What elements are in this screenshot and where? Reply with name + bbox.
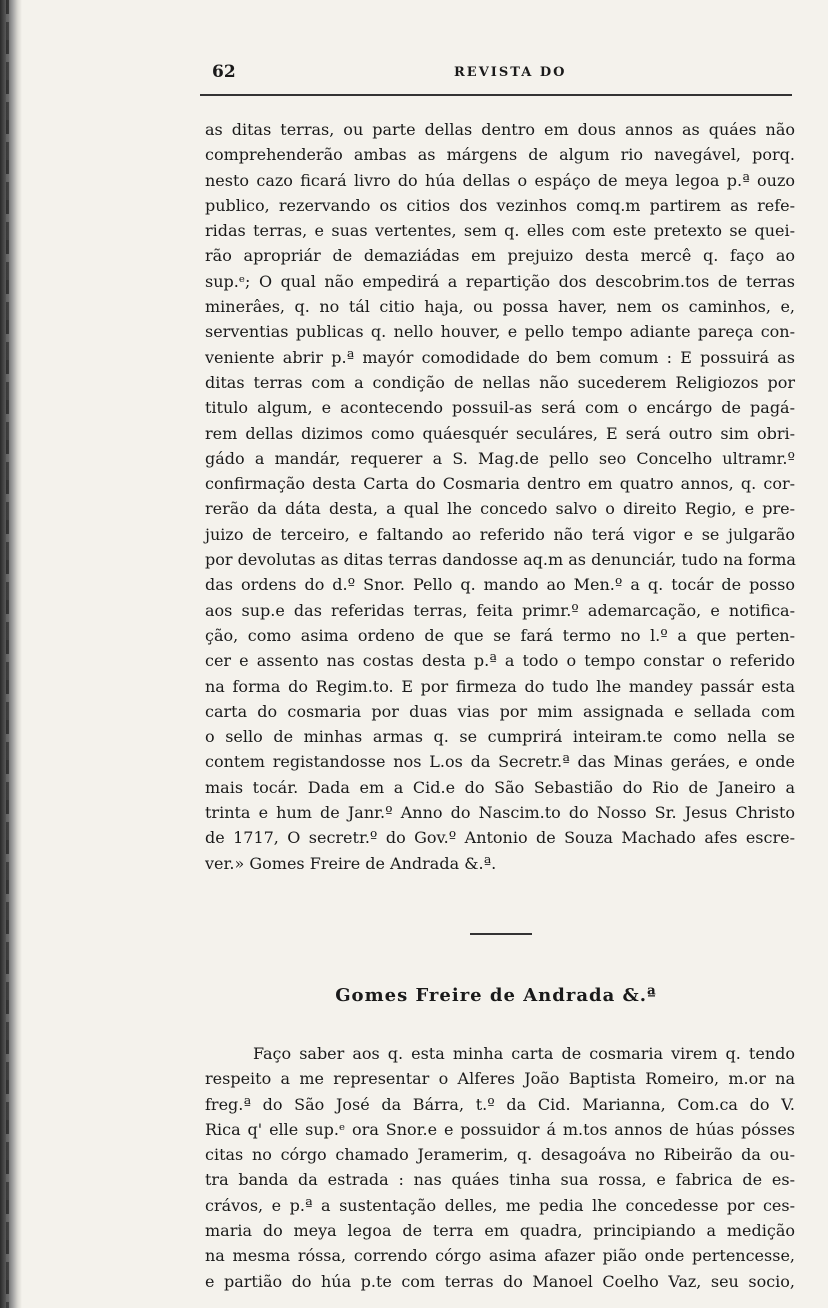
text-line: rem dellas dizimos como quáesquér seculáres, E será outro sim obri- [205,423,795,443]
text-line: na mesma róssa, correndo córgo asima afazer pião onde pertencesse, [205,1246,795,1266]
text-line: juizo de terceiro, e faltando ao referido não terá vigor e se julgarão [205,524,795,544]
page-header [200,60,792,86]
text-line: tra banda da estrada : nas quáes tinha sua rossa, e fabrica de es- [205,1170,795,1190]
section-title: Gomes Freire de Andrada &.ª [335,985,657,1006]
paragraph-new-charter [205,1041,795,1294]
text-line: ridas terras, e suas vertentes, sem q. elles com este pretexto se quei- [205,221,795,241]
text-line: maria do meya legoa de terra em quadra, principiando a medição [205,1221,795,1241]
text-line: carta do cosmaria por duas vias por mim assignada e sellada com [205,701,795,721]
binding-streak [6,0,9,1308]
text-line: das ordens do d.º Snor. Pello q. mando ao Men.º a q. tocár de posso [205,575,795,595]
text-line: Rica q' elle sup.ᵉ ora Snor.e e possuidor á m.tos annos de húas pósses [205,1119,795,1139]
text-line: publico, rezervando os citios dos vezinhos comq.m partirem as refe- [205,195,795,215]
text-line: ver.» Gomes Freire de Andrada &.ª. [205,853,497,873]
text-line: ção, como asima ordeno de que se fará termo no l.º a que perten- [205,625,795,645]
text-line: aos sup.e das referidas terras, feita primr.º ademarcação, e notifica- [205,600,795,620]
text-line: gádo a mandár, requerer a S. Mag.de pello seo Concelho ultramr.º [205,448,795,468]
section-separator [470,933,532,935]
text-line: rão apropriár de demaziádas em prejuizo desta mercê q. faço ao [205,246,795,266]
paragraph-continued-charter [205,117,795,876]
text-line: nesto cazo ficará livro do húa dellas o espáço de meya legoa p.ª ouzo [205,170,795,190]
text-line: as ditas terras, ou parte dellas dentro em dous annos as quáes não [205,120,795,139]
text-line: ditas terras com a condição de nellas não sucederem Religiozos por [205,372,795,392]
text-line: por devolutas as ditas terras dandosse aq.m as denunciár, tudo na forma [205,550,796,570]
text-line: e partião do húa p.te com terras do Manoel Coelho Vaz, seu socio, [205,1271,795,1291]
text-line: titulo algum, e acontecendo possuil-as será com o encárgo de pagá- [205,398,795,418]
text-line: na forma do Regim.to. E por firmeza do tudo lhe mandey passár esta [205,676,795,696]
text-line: comprehenderão ambas as márgens de algum rio navegável, porq. [205,145,795,165]
text-line: o sello de minhas armas q. se cumprirá inteiram.te como nella se [205,727,795,747]
text-line: contem registandosse nos L.os da Secretr.ª das Minas geráes, e onde [205,752,795,772]
text-line: cer e assento nas costas desta p.ª a todo o tempo constar o referido [205,651,795,671]
text-line: citas no córgo chamado Jeramerim, q. desagoáva no Ribeirão da ou- [205,1145,795,1165]
text-line: veniente abrir p.ª mayór comodidade do bem comum : E possuirá as [205,347,795,367]
text-line: Faço saber aos q. esta minha carta de cosmaria virem q. tendo [253,1044,795,1063]
text-line: sup.ᵉ; O qual não empedirá a repartição dos descobrim.tos de terras [205,271,795,291]
text-line: mais tocár. Dada em a Cid.e do São Sebastião do Rio de Janeiro a [205,777,795,797]
text-line: crávos, e p.ª a sustentação delles, me pedia lhe concedesse por ces- [205,1195,795,1215]
text-line: freg.ª do São José da Bárra, t.º da Cid. Marianna, Com.ca do V. [205,1094,795,1114]
running-head: REVISTA DO [454,65,567,80]
text-line: minerâes, q. no tál citio haja, ou possa haver, nem os caminhos, e, [205,297,795,317]
book-binding-shadow [0,0,22,1308]
text-line: de 1717, O secretr.º do Gov.º Antonio de Souza Machado afes escre- [205,828,795,848]
text-line: confirmação desta Carta do Cosmaria dentro em quatro annos, q. cor- [205,474,795,494]
text-line: respeito a me representar o Alferes João Baptista Romeiro, m.or na [205,1069,795,1089]
page-number: 62 [212,62,236,82]
text-line: trinta e hum de Janr.º Anno do Nascim.to do Nosso Sr. Jesus Christo [205,803,795,823]
header-rule [200,94,792,96]
text-line: serventias publicas q. nello houver, e pello tempo adiante pareça con- [205,322,795,342]
text-line: rerão da dáta desta, a qual lhe concedo salvo o direito Regio, e pre- [205,499,795,519]
